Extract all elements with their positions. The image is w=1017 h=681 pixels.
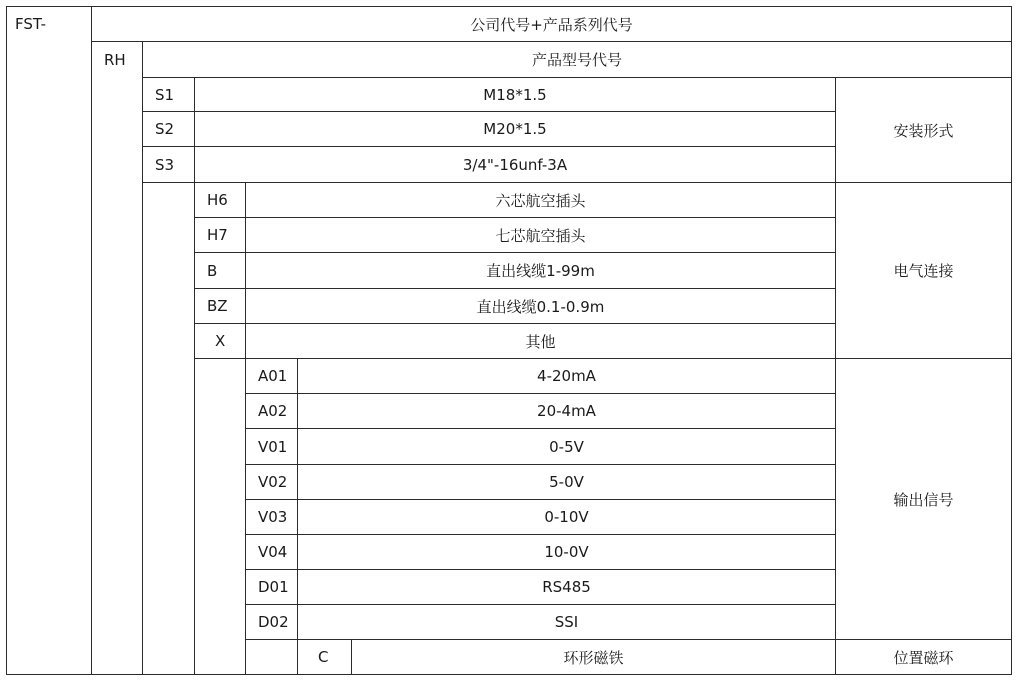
model-description: 产品型号代号 [531,51,622,69]
series-description: 公司代号+产品系列代号 [470,15,633,34]
magnet-code: C [318,648,329,666]
output-code: D01 [258,578,289,596]
connection-value: 六芯航空插头 [495,191,586,210]
model-code: RH [104,50,126,69]
mounting-group-label: 安装形式 [893,121,954,140]
output-value: 10-0V [544,543,589,561]
magnet-group-label: 位置磁环 [893,648,954,667]
output-value: 0-5V [549,437,584,456]
series-prefix: FST- [15,15,47,33]
connection-value: 其他 [525,332,556,351]
grid-line [1011,6,1012,675]
output-code: A01 [258,367,288,385]
mounting-code: S3 [155,155,175,174]
connection-code: BZ [207,297,228,315]
connection-code: H6 [207,191,228,209]
output-value: SSI [554,613,579,631]
output-code: V04 [258,543,288,561]
output-value: 0-10V [544,508,589,526]
connection-value: 直出线缆1-99m [486,262,595,280]
connection-value: 直出线缆0.1-0.9m [476,297,605,316]
grid-line [6,674,1012,675]
mounting-code: S1 [155,85,175,104]
grid-line [91,6,92,675]
connection-group-label: 电气连接 [893,262,954,280]
output-value: 4-20mA [537,367,596,385]
output-value: 5-0V [549,473,584,491]
output-value: RS485 [542,578,591,596]
mounting-value: M18*1.5 [483,85,547,104]
output-value: 20-4mA [537,402,596,420]
output-code: V03 [258,508,288,526]
magnet-value: 环形磁铁 [563,648,624,667]
output-code: V02 [258,473,288,491]
output-code: D02 [258,613,289,631]
connection-value: 七芯航空插头 [495,226,586,245]
output-code: A02 [258,402,288,420]
mounting-value: M20*1.5 [483,120,547,138]
mounting-code: S2 [155,120,175,138]
connection-code: H7 [207,226,228,244]
output-code: V01 [258,437,288,456]
grid-line [6,6,7,675]
output-group-label: 输出信号 [893,490,954,509]
connection-code: B [207,261,218,280]
mounting-value: 3/4"-16unf-3A [462,155,568,174]
connection-code: X [215,332,226,350]
